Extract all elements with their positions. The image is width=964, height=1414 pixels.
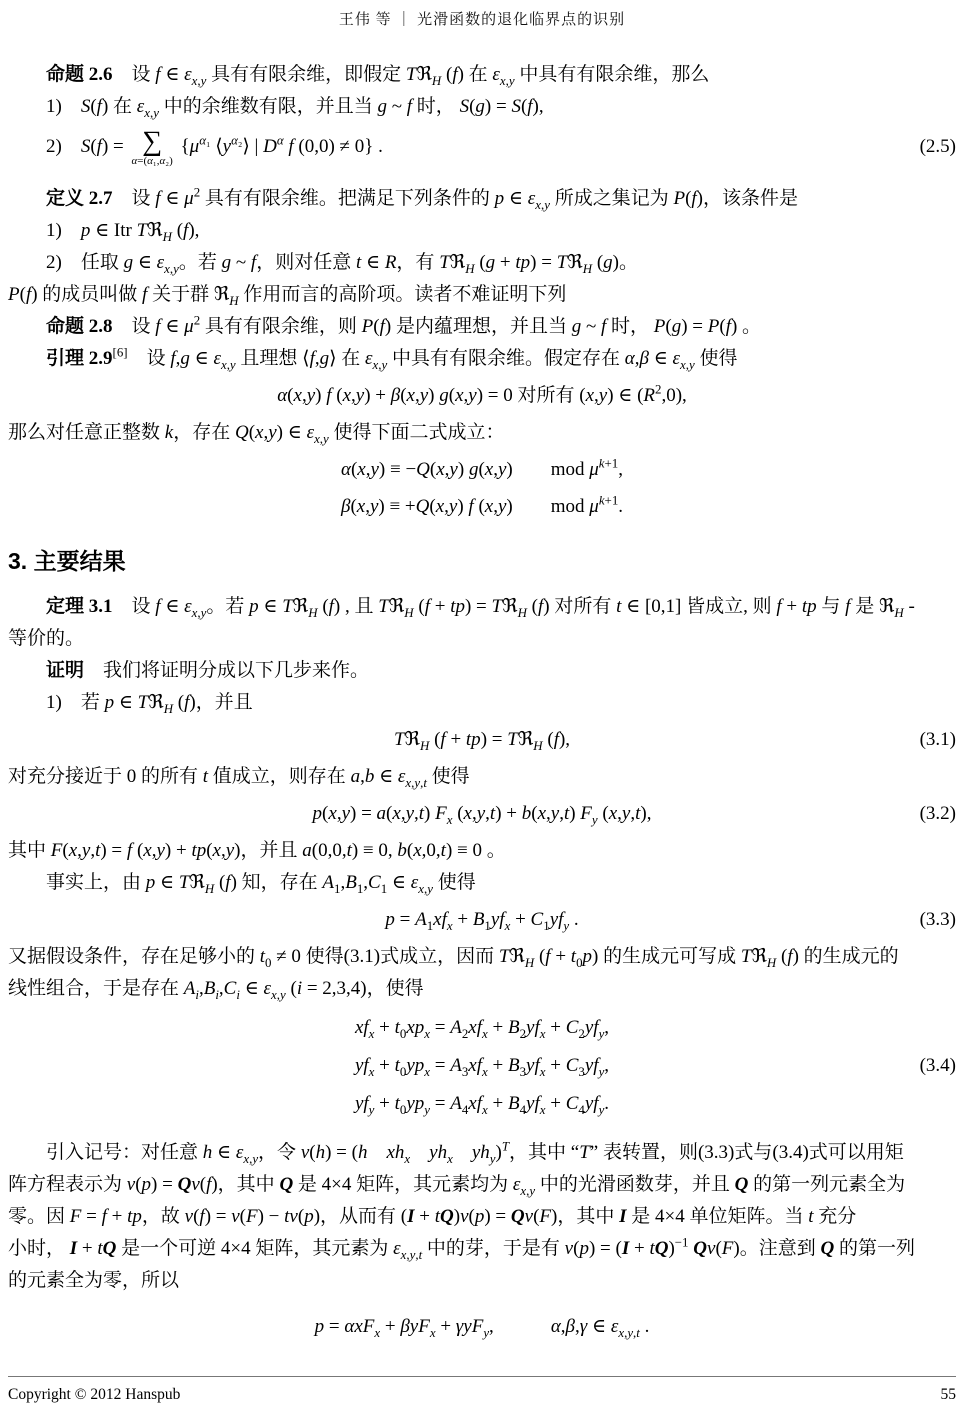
equation-3-1-body: Tℜ$_H$ (f + tp) = Tℜ$_H$ (f),	[393, 729, 571, 753]
proof-text-3: 事实上，由 p ∈ Tℜ$_H$ (f) 知，存在 $A_1,B_1,C_1$ ∈ $\varepsilon_{x,y}$ 使得	[46, 872, 476, 896]
equation-2-5-body: 2) S(f) = ∑ α=(α₁,α₂) {$\mu^{\alpha_1}$ $⟨y^{\alpha_2}⟩$ | $D^\alpha$ f (0,0) ≠ 0} .	[46, 125, 383, 167]
equation-3-3-tag: (3.3)	[919, 909, 956, 930]
paper-body	[0, 29, 964, 1343]
page-number: 55	[940, 1386, 956, 1403]
notation-paragraph-1: 引入记号：对任意 h ∈ $\varepsilon_{x,y}$，令 v(h) = (h $xh_x$ $yh_x$ $yh_y)^T$，其中 “T” 表转置，则(3.3)式与(3.4)式可以用矩	[46, 1138, 904, 1166]
proof-start: 证明 我们将证明分成以下几步来作。	[46, 660, 370, 681]
equation-3-2-tag: (3.2)	[919, 803, 956, 824]
equation-3-3-body: $p = A_1xf_x + B_1yf_x + C_1yf_y$ .	[385, 909, 579, 933]
equation-body: β(x,y) ≡ +Q(x,y) f (x,y) mod $\mu^{k+1}$.	[340, 492, 624, 517]
equation-3-2	[8, 798, 956, 830]
proposition-2-8: 命题 2.8 设 f ∈ $\mu^2$ 具有有限余维，则 P(f) 是内蕴理想，并且当 g ~ f 时， P(g) = P(f) 。	[46, 312, 762, 337]
proof-step-1: 1) 若 p ∈ Tℜ$_H$ (f)，并且	[46, 692, 253, 716]
lemma-2-9-conclusion: 那么对任意正整数 k，存在 Q(x,y) ∈ $\varepsilon_{x,y}$ 使得下面二式成立：	[8, 422, 505, 446]
proposition-2-6: 命题 2.6 设 f ∈ $\varepsilon_{x,y}$ 具有有限余维，即假定 Tℜ$_H$ (f) 在 $\varepsilon_{x,y}$ 中具有有限余维，那么	[46, 64, 710, 88]
notation-paragraph-4: 小时， I + tQ 是一个可逆 4×4 矩阵，其元素为 $\varepsilon_{x,y,t}$ 中的芽，于是有 v(p) = (I + tQ)$^{-1}$ Qv(F)。注意到 Q 的第一列	[8, 1234, 915, 1262]
definition-2-7: 定义 2.7 设 f ∈ $\mu^2$ 具有有限余维。把满足下列条件的 p ∈ $\varepsilon_{x,y}$ 所成之集记为 P(f)，该条件是	[46, 184, 798, 212]
theorem-3-1-continued: 等价的。	[8, 628, 85, 649]
equation-3-3	[8, 904, 956, 936]
proof-text-1: 对充分接近于 0 的所有 t 值成立，则存在 a,b ∈ $\varepsilon_{x,y,t}$ 使得	[8, 766, 470, 790]
copyright-text: Copyright © 2012 Hanspub	[8, 1386, 181, 1403]
equation-alpha-mod	[8, 454, 956, 486]
proof-text-5: 线性组合，于是存在 $A_i,B_i,C_i$ ∈ $\varepsilon_{x,y}$ (i = 2,3,4)，使得	[8, 978, 424, 1002]
equation-3-4-line-3: $yf_y + t_0yp_y = A_4xf_x + B_4yf_x + C_4yf_y$.	[354, 1093, 610, 1117]
equation-3-4-line-1: $xf_x + t_0xp_x = A_2xf_x + B_2yf_x + C_2yf_y$,	[354, 1017, 610, 1041]
notation-paragraph-5: 的元素全为零，所以	[8, 1270, 180, 1291]
theorem-3-1: 定理 3.1 设 f ∈ $\varepsilon_{x,y}$。若 p ∈ Tℜ$_H$ (f) , 且 Tℜ$_H$ (f + tp) = Tℜ$_H$ (f) 对所有 t ∈ [0,1] 皆成立, 则 f + tp 与 f 是 ℜ$_H$ -	[46, 596, 915, 620]
equation-3-4-line-2: $yf_x + t_0yp_x = A_3xf_x + B_3yf_x + C_3yf_y$,	[354, 1055, 610, 1079]
equation-beta-mod	[8, 491, 956, 523]
equation-3-1	[8, 724, 956, 756]
equation-3-2-body: p(x,y) = a(x,y,t) $F_x$ (x,y,t) + b(x,y,t) $F_y$ (x,y,t),	[312, 803, 652, 827]
section-heading-3: 3. 主要结果	[8, 548, 126, 574]
equation-2-5-tag: (2.5)	[919, 136, 956, 157]
notation-paragraph-2: 阵方程表示为 v(p) = Qv(f)，其中 Q 是 4×4 矩阵，其元素均为 $\varepsilon_{x,y}$ 中的光滑函数芽，并且 Q 的第一列元素全为	[8, 1174, 906, 1198]
notation-paragraph-3: 零。因 F = f + tp，故 v(f) = v(F) − tv(p)，从而有 (I + tQ)v(p) = Qv(F)，其中 I 是 4×4 单位矩阵。当 t 充分	[8, 1206, 857, 1227]
equation-p-final	[8, 1311, 956, 1343]
equation-3-4	[8, 1009, 956, 1123]
equation-body: α(x,y) f (x,y) + β(x,y) g(x,y) = 0 对所有 (x,y) ∈ $(R^2,0)$,	[277, 381, 687, 406]
lemma-2-9: 引理 2.9[6] 设 f,g ∈ $\varepsilon_{x,y}$ 且理想 ⟨f,g⟩ 在 $\varepsilon_{x,y}$ 中具有有限余维。假定存在 α,β ∈ $\varepsilon_{x,y}$ 使得	[46, 344, 738, 372]
equation-3-1-tag: (3.1)	[919, 729, 956, 750]
equation-3-4-tag: (3.4)	[919, 1055, 956, 1076]
definition-2-7-item-2: 2) 任取 g ∈ $\varepsilon_{x,y}$。若 g ~ f，则对任意 t ∈ R，有 Tℜ$_H$ (g + tp) = Tℜ$_H$ (g)。	[46, 252, 638, 276]
proof-text-2: 其中 F(x,y,t) = f (x,y) + tp(x,y)，并且 a(0,0,t) ≡ 0, b(x,0,t) ≡ 0 。	[8, 840, 506, 861]
equation-body: p = αxF$_x$ + βyF$_x$ + γyF$_y$, α,β,γ ∈ $\varepsilon_{x,y,t}$ .	[314, 1316, 650, 1340]
equation-body: α(x,y) ≡ −Q(x,y) g(x,y) mod $\mu^{k+1}$,	[340, 455, 624, 480]
equation-alpha-beta-zero	[8, 380, 956, 412]
definition-2-7-item-1: 1) p ∈ Itr Tℜ$_H$ (f),	[46, 220, 200, 244]
page-footer	[8, 1376, 956, 1404]
proof-text-4: 又据假设条件，存在足够小的 $t_0 \ne 0$ 使得(3.1)式成立，因而 Tℜ$_H$ $(f + t_0p)$ 的生成元可写成 Tℜ$_H$ (f) 的生成元的	[8, 946, 899, 970]
running-head: 王伟 等 ｜ 光滑函数的退化临界点的识别	[338, 12, 626, 28]
proposition-2-6-item-1: 1) S(f) 在 $\varepsilon_{x,y}$ 中的余维数有限，并且当 g ~ f 时， S(g) = S(f),	[46, 96, 544, 120]
remark-higher-order-terms: P(f) 的成员叫做 f 关于群 ℜ$_H$ 作用而言的高阶项。读者不难证明下列	[8, 284, 567, 308]
equation-2-5	[8, 125, 956, 169]
